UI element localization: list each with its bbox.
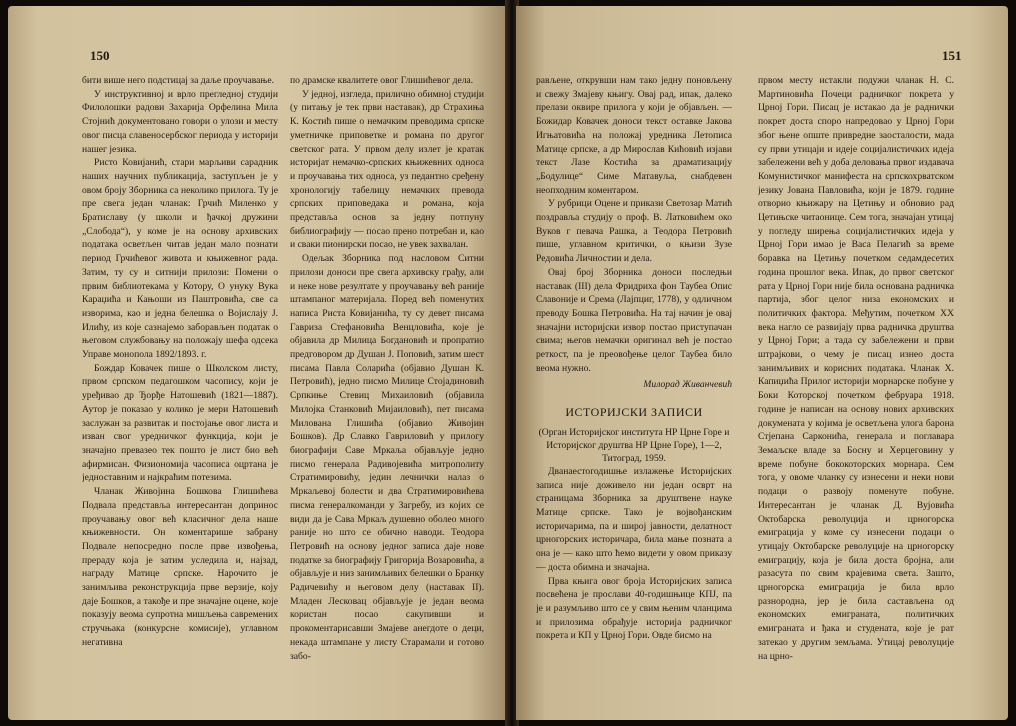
paragraph: У рубрици Оцене и прикази Светозар Матић поздравља студију о проф. В. Латковићем око Вуков г певача Рашка, а Теодора Петровић пише, углавном критички, о књизи Зузе Редовића Личностии и дела. bbox=[536, 198, 732, 265]
paragraph: првом месту истакли подужи чланак Н. С. Мартиновића Почеци радничког покрета у Црној Гори. Писац је истакао да је раднички покрет доста споро напредовао у Црној Гори због њене општe привредне заосталости, мада су први утицаји и идеје социјалистичких идеја забележени већ у доба деловања првог издавача Комунистичког манифеста на српскохрватском језику Јована Павловића, који је 1879. године отворио књижару на Цетињу и обновио рад Цетињске читаонице. Сем тога, значајан утицај у погледу ширења социјалистичких идеја у Црној Гори имао је Васа Пелагић за време боравка на Цетињу почетком седамдесетих година прошлог века. Ипак, до првог светског рата у Црној Гори није била основана радничка партија, због целог низа економских и политичких фактора. Међутим, почетком XX века нагло се развијају прва радничка друштва у Црној Гори; а тада су забележени и први штрајкови, о чему је писац изнео доста занимљивих и корисних података. Чланак Х. Капиџића Прилог историји морнарске побуне у Боки Которској почетком фебруара 1918. године је написан на основу нових архивских докумената у којима је осветљена улога барона Стјепана Сарконића, генерала и поглавара Земаљске владе за Босну и Херцеговину у време побуне бококоторских морнара. Сем тога, у овоме чланку су изнесени и неки нови подаци о развоју поменуте побуне. Интересантан је чланак Д. Вујовића Октобарска револуција и црногорска емиграција у коме су изнесени подаци о утицају Октобарске револуције на црногорску емиграцију, која је била доста бројна, али разасута по свим крајевима света. Зашто, црногорска емиграција је била врло разнородна, јер је била састављена од економских емиграната, политичких емиграната и ђака и студената, које је рат затекао у другим земљама. Утицај револуције на црно- bbox=[758, 75, 954, 662]
paragraph: Одељак Зборника под насловом Ситни прилози доноси пре свега архивску грађу, али и неке нове резултате у проучавању већ раније штампаног материјала. Поред већ поменутих написа Риста Ковијанића, ту су девет писама Гавриза Стефановића Венцловића, које је објавила др Милица Богдановић и пропратио предговором др Душан Ј. Поповић, затим шест писама Павла Соларића (објавио Душан К. Петровић), једно писмо Милице Стојадиновић Српкиње Стевиц Михаиловић (објавила Милојка Станковић Мијаиловић), пет писама Милована Глишића (објавио Живојин Бошков). Др Славко Гавриловић у прилогу биографији Саве Мркаља објављује једно писмо генерала Радивојевића митрополиту Стратимировићу, једин лечнички налаз о Мркаљевој болести и два Стратимировићева писма генералкоманди у Загребу, из којих се види да је Сава Мркаљ душевно оболео много раније но што се обично наводи. Теодора Петровић на основу једног записа даје нове податке за биографију Григорија Возаровића, а објављује и низ занимљивих белешки о Бранку Радичевићу и његовом делу (наставак II). Младен Лесковац објављује је један веома користан посао сакупивши и прокоментарисавши Змајеве анегдоте о деци, некада штампане у листу Старамали и готово забо- bbox=[290, 253, 484, 662]
paragraph: Чланак Живојина Бошкова Глишићева Подвала представља интересантан допринос проучавању овог већ класичног дела наше књижевности. Он коментарише забрану Подвале непосредно после прве извођења, прераду која је затим уследила и, најзад, награду Матице српске. Нарочито је занимљива реконструкција прве верзије, коју даје Бошков, а такође и пре значајне оцене, које показују веома супротна мишљења савремених стручњака (конкурсне комисије), углавном негативна bbox=[82, 486, 278, 648]
paragraph: Ристо Ковијанић, стари марљиви сарадник наших научних публикација, заступљен је у овом броју Зборника са неколико прилога. Ту је пре свега један чланак: Грчић Миленко у Братиславу (у школи и ђачкој дружини „Слобода“), у коме је на основу архивских података осветљен читав један мало познати период Грчићевог живота и књижевног рада. Затим, ту су и ситнији прилози: Помени о првим библиотекама у Котору, О унуку Вука Караџића и Кањоши из Паштровића, све са изворима, као и једна белешка о Војислају Ј. Илићу, из које сазнајемо заборављен податак о његовом службовању на положају шефа одсека Управе монопола 1892/1893. г. bbox=[82, 157, 278, 361]
page-number-left: 150 bbox=[90, 48, 110, 63]
paragraph: по драмске квалитете овог Глишићевог дела. bbox=[290, 75, 474, 86]
paragraph: Прва књига овог броја Историјских записа посвећена је прослави 40-годишњице КПЈ, па је и разумљиво што се у свим њеним чланцима и прилозима обрађује историја радничког покрета и КП у Црној Гори. Овде бисмо на bbox=[536, 575, 732, 642]
paragraph: У инструктивној и врло прегледној студији Филолошки радови Захарија Орфелина Мила Стојнић документовано говори о улози и месту овог писца славеносербског периода у историји нашег језика. bbox=[82, 88, 278, 155]
right-page-column-1 bbox=[536, 74, 732, 714]
section-title: ИСТОРИЈСКИ ЗАПИСИ bbox=[565, 405, 703, 420]
paragraph: бити више него подстицај за даље проучавање. bbox=[82, 75, 275, 86]
paragraph: У једној, изгледа, прилично обимној студији (у питању је тек први наставак), др Страхиња К. Костић пише о немачким преводима српске уметничке приповетке и романа по другог светског рата. У првом делу излет је кратак историјат немачко-српских књижевних односа и проучавања тих односа, уз педантно сређену хронологију табелицу немачких превода српских приповедака и романа, која представља основ за једну потпуну библиографију — посао прено потребан и, као и сваки пионирски посао, не увек захвалан. bbox=[290, 88, 484, 251]
paragraph: Овај број Зборника доноси последњи наставак (III) дела Фридриха фон Таубеа Опис Славоније и Срема (Лајпциг, 1778), у одличном преводу Бошка Петровића. На тај начин је овај значајни историјски извор постао приступачан свима; његов немачки оригинал већ је постао реткост, па је преовођење целог Таубеа било веома нужно. bbox=[536, 266, 732, 374]
right-page-column-2 bbox=[758, 74, 954, 714]
left-page bbox=[8, 6, 508, 720]
paragraph: рављене, открувши нам тако једну поновљену и свежу Змајеву књигу. Овај рад, ипак, далеко прелази оквире прилога у који је објављен. — Божидар Ковачек доноси текст оставке Јакова Игњатовића на положај уредника Летописа Матице српске, а др Мирослав Кићовић изјави текст Лазе Костића за драматизацију „Бодулице“ Симе Матавуља, снабдевен неопходним коментаром. bbox=[536, 75, 732, 196]
left-page-column-2 bbox=[290, 74, 484, 714]
right-page bbox=[516, 6, 1008, 720]
section-subtitle: (Орган Историјског института НР Црне Горе и Историјског друштва НР Црне Горе), 1—2, Титоград, 1959. bbox=[538, 426, 730, 464]
paragraph: Дванаестогодишње излажење Историјских записа није доживело ни један осврт на страницама Зборника за друштвене науке Матице српске. Тако је војвођанским историчарима, па и широј јавности, делатност црногорских историчара, била мање позната а она је — како што ћемо видети у овом приказу — доста обимна и значајна. bbox=[536, 465, 732, 573]
page-number-right: 151 bbox=[942, 48, 962, 63]
review-signature: Милорад Живанчевић bbox=[643, 379, 732, 391]
left-page-column-1 bbox=[82, 74, 278, 714]
paragraph: Бождар Ковачек пише о Школском листу, првом српском педагошком часопису, који је уређивао др Ђорђе Натошевић (1821—1887). Аутор је показао у колико је мери Натошевић заслужан за развитак и постојање овог листа и изван свог уредничког функција, који је значајно превазео тек пошто је лист био већ афирмисан. Физиономија часописа оцртана је једноставним и најкраћим потезима. bbox=[82, 362, 278, 484]
